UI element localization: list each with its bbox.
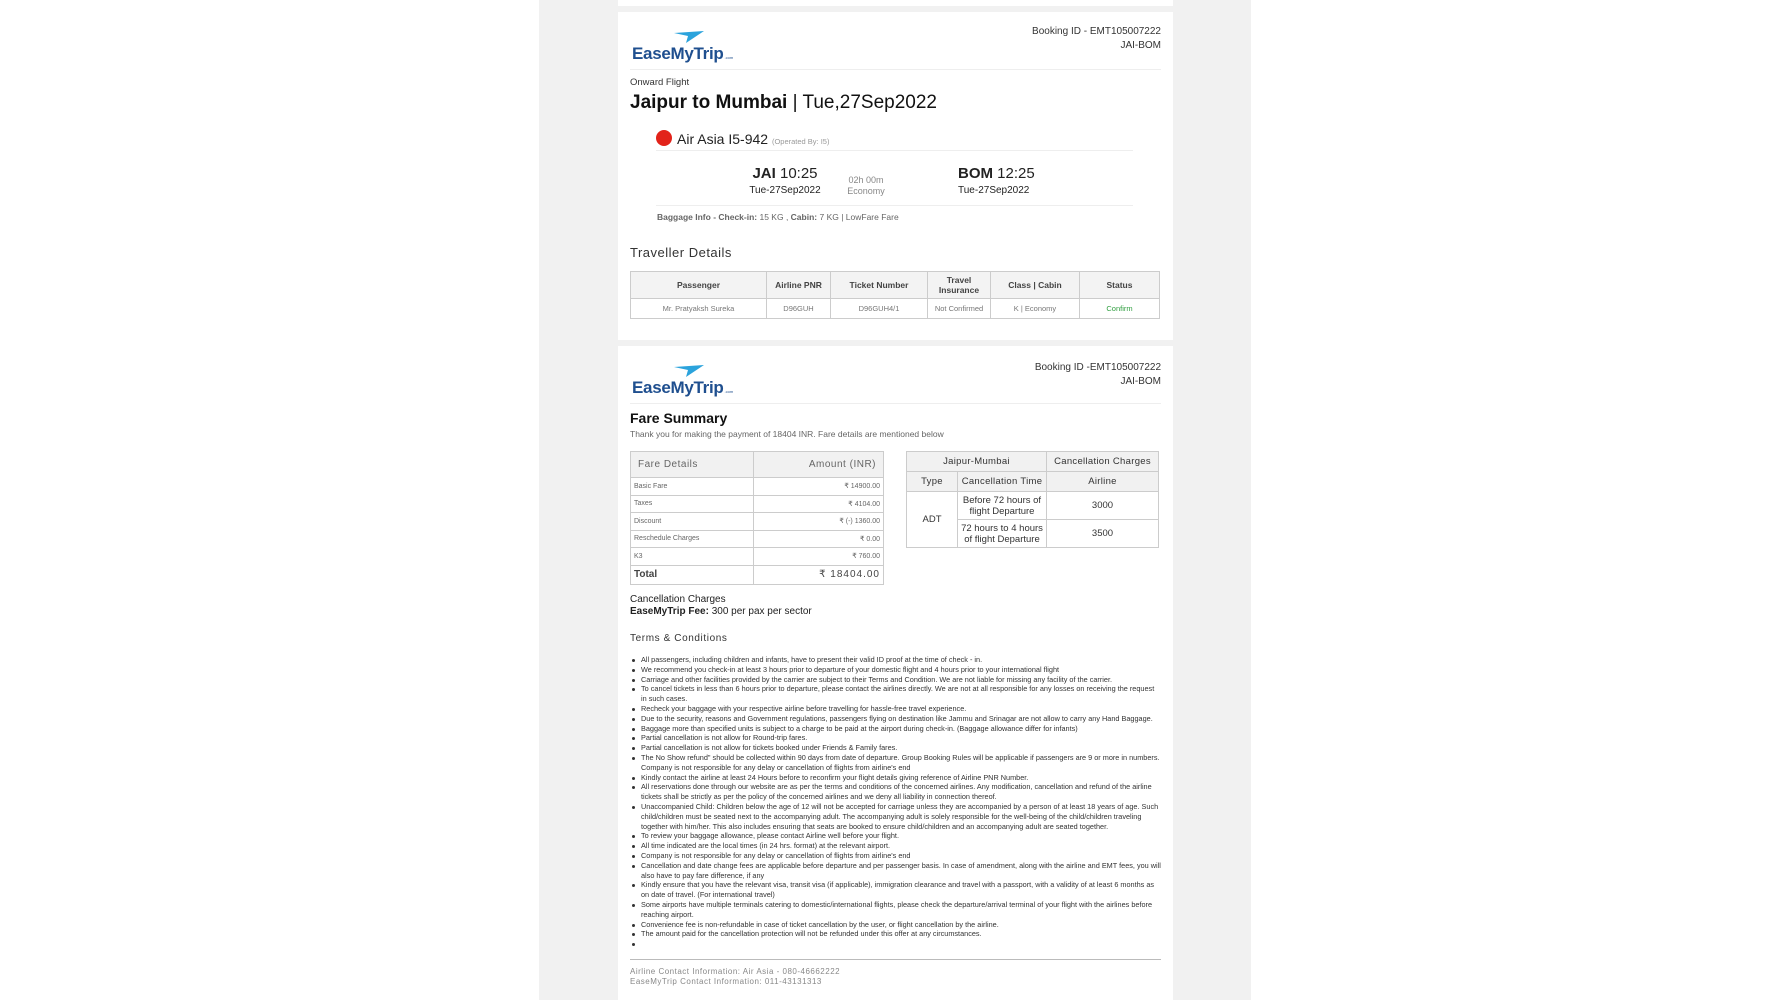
total-row: Total ₹ 18404.00 xyxy=(631,565,884,584)
divider xyxy=(630,69,1161,70)
airline-flight: Air Asia I5-942 (Operated By: I5) xyxy=(677,131,830,147)
terms-item: Partial cancellation is not allow for Round-trip fares. xyxy=(630,733,1161,743)
route-code: JAI-BOM xyxy=(1120,376,1161,387)
terms-item: To review your baggage allowance, please contact Airline well before your flight. xyxy=(630,831,1161,841)
terms-item: The No Show refund" should be collected within 90 days from date of departure. Group Booking Rules will be applicable if passengers are 9 or more in numbers. Company is not responsible for any delay or cancellation of flights from airline's end xyxy=(630,753,1161,773)
terms-item: All time indicated are the local times (in 24 hrs. format) at the relevant airport. xyxy=(630,841,1161,851)
terms-item: Recheck your baggage with your respective airline before travelling for hassle-free travel experience. xyxy=(630,704,1161,714)
table-row: 72 hours to 4 hours of flight Departure 3500 xyxy=(907,520,1159,548)
terms-item: We recommend you check-in at least 3 hours prior to departure of your domestic flight and 4 hours prior to your international flight xyxy=(630,665,1161,675)
table-row: Reschedule Charges ₹ 0.00 xyxy=(631,530,884,548)
booking-info xyxy=(1035,361,1161,389)
traveller-details-title: Traveller Details xyxy=(630,245,732,260)
divider xyxy=(656,150,1133,151)
traveller-table: Passenger Airline PNR Ticket Number Travel Insurance Class | Cabin Status Mr. Pratyaksh Sureka D96GUH D96GUH4/1 Not Confirmed K | Economy Confirm xyxy=(630,271,1160,319)
onward-flight-label: Onward Flight xyxy=(630,77,690,88)
booking-info xyxy=(1032,25,1161,53)
divider xyxy=(656,205,1133,206)
ticket-page-2: EaseMyTrip.com Booking ID -EMT105007222 JAI-BOM Fare Summary Thank you for making the payment of 18404 INR. Fare details are mentioned below Fare Details Amount (INR) Basic Fare ₹ 14900.00 Taxes ₹ 4104.00 Discount ₹ (-) 1360.00 Reschedule Charges ₹ 0.00 K3 ₹ 760.00 Total ₹ 18404.00 Jaipur-Mumbai Cancellation Charges Type Cancellation Time Airline ADT Before 72 hours of flight Departure 3000 72 hours to 4 hours of flight Departure 3500 Cancellation Charges EaseMyTrip Fee: 300 per pax per sector Terms & Conditions All passengers, including children and infants, have to present their valid ID proof at the time of check - in. We recommend you check-in at least 3 hours prior to departure of your domestic flight and 4 hours prior to your international flight Carriage and other facilities provided by the carrier are subject to their Terms and Condition. We are not liable for missing any facility of the carrier. To cancel tickets in less than 6 hours prior to departure, please contact the airlines directly. We are not at all responsible for any losses on receiving the request in such cases. Recheck your baggage with your respective airline before travelling for hassle-free travel experience. Due to the security, reasons and Government regulations, passengers flying on destination like Jammu and Srinagar are not allow to carry any Hand Baggage. Baggage more than specified units is subject to a charge to be paid at the airport during check-in. (Baggage allowance differ for infants) Partial cancellation is not allow for Round-trip fares. Partial cancellation is not allow for tickets booked under Friends & Family fares. The No Show refund" should be collected within 90 days from date of departure. Group Booking Rules will be applicable if passengers are 9 or more in numbers. Company is not responsible for any delay or cancellation of flights from airline's end Kindly contact the airline at least 24 Hours before to reconfirm your flight details giving reference of Airline PNR Number. All reservations done through our website are as per the terms and conditions of the concerned airlines. Any modification, cancellation and refund of the airline tickets shall be strictly as per the policy of the concerned airlines and we deny all liability in connection thereof. Unaccompanied Child: Children below the age of 12 will not be accepted for carriage unless they are accompanied by a person of at least 18 years of age. Such child/children must be seated next to the accompanying adult. The accompanying adult is solely responsible for the well-being of the child/children traveling together with him/her. This also includes ensuring that seats are booked to ensure child/children and an accompanying adult are seated together. To review your baggage allowance, please contact Airline well before your flight. All time indicated are the local times (in 24 hrs. format) at the relevant airport. Company is not responsible for any delay or cancellation of flights from airline's end Cancellation and date change fees are applicable before departure and per passenger basis. In case of amendment, along with the airline and EMT fees, you will also have to pay fare difference, if any Kindly ensure that you have the relevant visa, transit visa (if applicable), immigration clearance and travel with a passport, with a validity of at least 6 months as on date of travel. (For international travel) Some airports have multiple terminals catering to domestic/international flights, please check the departure/arrival terminal of your flight with the airlines before reaching airport. Convenience fee is non-refundable in case of ticket cancellation by the user, or flight cancellation by the airline. The amount paid for the cancellation protection will not be refunded under this offer at any circumstances. Airline Contact Information: Air Asia - 080-46662222 EaseMyTrip Contact Information: 011-43131313 xyxy=(618,346,1173,1000)
table-row: Basic Fare ₹ 14900.00 xyxy=(631,478,884,496)
contact-info: Airline Contact Information: Air Asia - 080-46662222 EaseMyTrip Contact Information: 011-43131313 xyxy=(630,966,841,987)
fare-summary-title: Fare Summary xyxy=(630,410,728,426)
duration-cabin: 02h 00m Economy xyxy=(847,175,885,196)
table-row: ADT Before 72 hours of flight Departure 3000 xyxy=(907,492,1159,520)
terms-item: Baggage more than specified units is subject to a charge to be paid at the airport during check-in. (Baggage allowance differ for infants) xyxy=(630,724,1161,734)
terms-item: Carriage and other facilities provided by the carrier are subject to their Terms and Condition. We are not liable for missing any facility of the carrier. xyxy=(630,675,1161,685)
arrival: BOM 12:25 Tue-27Sep2022 xyxy=(958,165,1035,196)
baggage-info: Baggage Info - Check-in: 15 KG , Cabin: 7 KG | LowFare Fare xyxy=(657,212,899,222)
terms-item: Company is not responsible for any delay or cancellation of flights from airline's end xyxy=(630,851,1161,861)
departure: JAI 10:25 Tue-27Sep2022 xyxy=(749,165,821,196)
terms-item: All passengers, including children and infants, have to present their valid ID proof at the time of check - in. xyxy=(630,655,1161,665)
cancellation-table: Jaipur-Mumbai Cancellation Charges Type Cancellation Time Airline ADT Before 72 hours of flight Departure 3000 72 hours to 4 hours of flight Departure 3500 xyxy=(906,451,1159,548)
terms-item: Kindly contact the airline at least 24 Hours before to reconfirm your flight details giving reference of Airline PNR Number. xyxy=(630,773,1161,783)
airasia-logo-icon xyxy=(656,130,672,146)
terms-list xyxy=(630,655,1161,949)
route-code: JAI-BOM xyxy=(1120,40,1161,51)
terms-item: All reservations done through our website are as per the terms and conditions of the concerned airlines. Any modification, cancellation and refund of the airline tickets shall be strictly as per the policy of the concerned airlines and we deny all liability in connection thereof. xyxy=(630,782,1161,802)
terms-item: Due to the security, reasons and Government regulations, passengers flying on destination like Jammu and Srinagar are not allow to carry any Hand Baggage. xyxy=(630,714,1161,724)
previous-page-edge xyxy=(618,0,1173,6)
table-row: Taxes ₹ 4104.00 xyxy=(631,495,884,513)
booking-id: Booking ID -EMT105007222 xyxy=(1034,362,1161,373)
terms-title: Terms & Conditions xyxy=(630,633,728,644)
trip-title: Jaipur to Mumbai | Tue,27Sep2022 xyxy=(630,92,937,113)
terms-item: Kindly ensure that you have the relevant visa, transit visa (if applicable), immigration clearance and travel with a passport, with a validity of at least 6 months as on date of travel. (For international travel) xyxy=(630,880,1161,900)
terms-item: Cancellation and date change fees are applicable before departure and per passenger basis. In case of amendment, along with the airline and EMT fees, you will also have to pay fare difference, if any xyxy=(630,861,1161,881)
fare-details-table: Fare Details Amount (INR) Basic Fare ₹ 14900.00 Taxes ₹ 4104.00 Discount ₹ (-) 1360.00 Reschedule Charges ₹ 0.00 K3 ₹ 760.00 Total ₹ 18404.00 xyxy=(630,451,884,585)
terms-item: The amount paid for the cancellation protection will not be refunded under this offer at any circumstances. xyxy=(630,929,1161,939)
table-row: Discount ₹ (-) 1360.00 xyxy=(631,513,884,531)
ticket-page-1: EaseMyTrip.com Booking ID - EMT105007222 JAI-BOM Onward Flight Jaipur to Mumbai | Tue,27Sep2022 Air Asia I5-942 (Operated By: I5) JAI 10:25 Tue-27Sep2022 02h 00m Economy BOM 12:25 Tue-27Sep2022 Baggage Info - Check-in: 15 KG , Cabin: 7 KG | LowFare Fare Traveller Details Passenger Airline PNR Ticket Number Travel Insurance Class | Cabin Status Mr. Pratyaksh Sureka D96GUH D96GUH4/1 Not Confirmed K | Economy Confirm xyxy=(618,12,1173,340)
terms-item xyxy=(630,939,1161,949)
divider xyxy=(630,959,1161,960)
terms-item: Some airports have multiple terminals catering to domestic/international flights, please check the departure/arrival terminal of your flight with the airlines before reaching airport. xyxy=(630,900,1161,920)
terms-item: Convenience fee is non-refundable in case of ticket cancellation by the user, or flight cancellation by the airline. xyxy=(630,920,1161,930)
table-row: K3 ₹ 760.00 xyxy=(631,548,884,566)
terms-item: Unaccompanied Child: Children below the age of 12 will not be accepted for carriage unless they are accompanied by a person of at least 18 years of age. Such child/children must be seated next to the accompanying adult. The accompanying adult is solely responsible for the well-being of the child/children traveling together with him/her. This also includes ensuring that seats are booked to ensure child/children and an accompanying adult are seated together. xyxy=(630,802,1161,831)
cancellation-fee-info: Cancellation Charges EaseMyTrip Fee: 300 per pax per sector xyxy=(630,594,812,617)
terms-item: Partial cancellation is not allow for tickets booked under Friends & Family fares. xyxy=(630,743,1161,753)
status-badge: Confirm xyxy=(1080,299,1160,319)
divider xyxy=(630,403,1161,404)
terms-item: To cancel tickets in less than 6 hours prior to departure, please contact the airlines directly. We are not at all responsible for any losses on receiving the request in such cases. xyxy=(630,684,1161,704)
table-row: Mr. Pratyaksh Sureka D96GUH D96GUH4/1 Not Confirmed K | Economy Confirm xyxy=(631,299,1160,319)
fare-note: Thank you for making the payment of 18404 INR. Fare details are mentioned below xyxy=(630,429,944,439)
booking-id: Booking ID - EMT105007222 xyxy=(1032,26,1161,37)
terms-section xyxy=(630,632,1161,994)
